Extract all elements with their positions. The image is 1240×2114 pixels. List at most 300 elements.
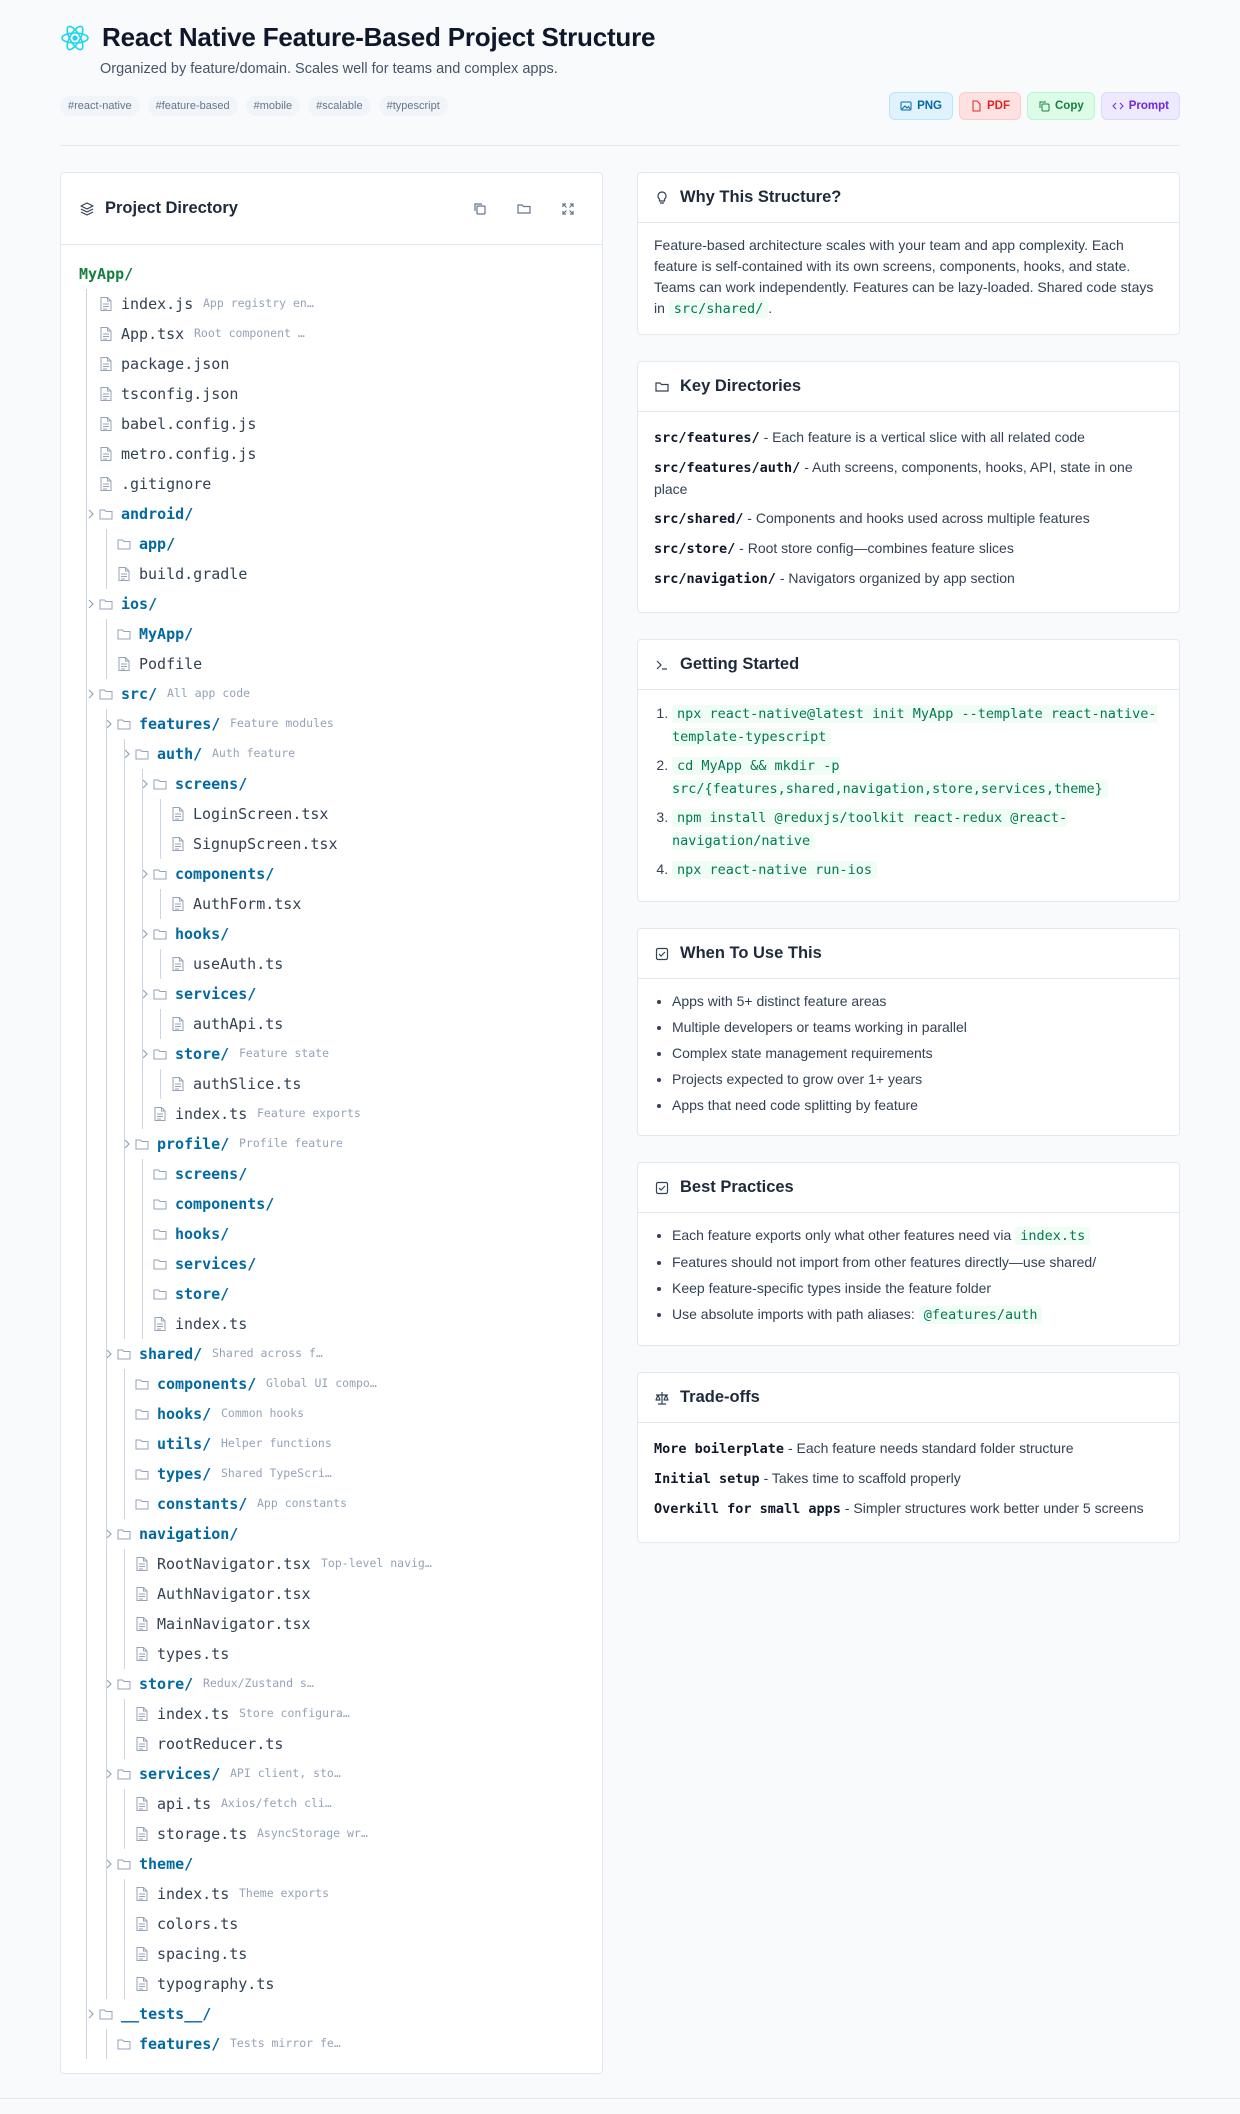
tree-item-note: Store configura… [239,1706,350,1720]
tree-item-name: index.ts [157,1705,230,1723]
tree-item-note: Profile feature [239,1136,343,1150]
file-icon [135,1706,149,1722]
when-item: • Projects expected to grow over 1+ years [672,1069,1163,1090]
why-end: . [768,300,773,316]
file-icon [99,356,113,372]
tree-folder[interactable] [61,1459,602,1489]
tree-item-name: useAuth.ts [193,955,284,973]
tree-folder[interactable] [61,2029,602,2059]
folder-icon [99,596,113,612]
tree-guide-line [106,709,107,1999]
best-practice-text: Use absolute imports with path aliases: [672,1306,915,1322]
best-practice-item [672,1304,1163,1326]
tree-file[interactable] [61,1879,602,1909]
tree-guide-line [142,769,143,1129]
key-directory-path: src/shared/ [654,511,744,527]
tree-file[interactable] [61,409,602,439]
folder-icon [153,1166,167,1182]
tree-folder[interactable] [61,709,602,739]
key-directory-path: src/store/ [654,541,736,557]
checkbox-icon [654,1180,670,1196]
step-item [672,702,1163,748]
file-icon [135,1886,149,1902]
best-practice-item [672,1252,1163,1273]
tree-item-note: Theme exports [239,1886,330,1900]
file-icon [135,1736,149,1752]
folder-icon [117,1526,131,1542]
tree-item-note: All app code [167,686,251,700]
copy-label: Copy [1055,100,1084,112]
key-directory-path: src/navigation/ [654,571,776,587]
png-button[interactable] [889,92,953,120]
file-icon [171,836,185,852]
tree-folder[interactable] [61,679,602,709]
tree-item-name: AuthNavigator.tsx [157,1585,311,1603]
tree-item-name: hooks/ [157,1405,212,1423]
tree-file[interactable] [61,1609,602,1639]
key-directory-item [654,538,1163,560]
file-icon [99,296,113,312]
tree-file[interactable] [61,289,602,319]
tree-item-name: Podfile [139,655,203,673]
layers-icon [79,201,95,217]
folder-icon [135,746,149,762]
file-icon [135,1916,149,1932]
tree-guide-line [124,1699,125,1759]
tree-item-name: app/ [139,535,176,553]
tree-file[interactable] [61,1579,602,1609]
tree-item-name: MainNavigator.tsx [157,1615,311,1633]
checkbox-icon [654,946,670,962]
tree-item-name: rootReducer.ts [157,1735,284,1753]
tree-folder[interactable] [61,1339,602,1369]
tradeoff-desc: - Each feature needs standard folder structure [787,1440,1074,1456]
code-icon [1112,100,1124,112]
tree-item-name: typography.ts [157,1975,275,1993]
key-directory-desc: - Auth screens, components, hooks, API, state in one place [654,459,1133,497]
tree-folder[interactable] [61,619,602,649]
info-column [637,172,1180,1569]
tree-guide-line [124,1549,125,1669]
chevron-right-icon[interactable] [87,509,95,519]
folder-icon [135,1136,149,1152]
tree-file[interactable] [61,319,602,349]
page-header [60,22,1180,146]
key-directory-desc: - Each feature is a vertical slice with all related code [763,429,1085,445]
tree-item-name: features/ [139,715,221,733]
image-icon [900,100,912,112]
page-title: React Native Feature-Based Project Structure [102,22,656,52]
tree-guide-line [160,799,161,859]
tree-item-name: storage.ts [157,1825,248,1843]
tree-item-name: index.js [121,295,194,313]
tree-file[interactable] [61,1819,602,1849]
tree-item-note: Top-level navig… [321,1556,432,1570]
tree-item-name: .gitignore [121,475,212,493]
tree-guide-line [160,1069,161,1099]
tree-item-name: build.gradle [139,565,248,583]
tree-file[interactable] [61,1729,602,1759]
tree-item-note: Global UI compo… [266,1376,377,1390]
why-text: Feature-based architecture scales with your team and app complexity. Each feature is self-contained with its own screens, components, hooks, and state. Teams can work independently. Features can be lazy-loaded. Shared code stays in [654,237,1154,316]
tree-file[interactable] [61,1969,602,1999]
tradeoff-desc: - Simpler structures work better under 5 screens [844,1500,1144,1516]
file-icon [171,896,185,912]
tree-file[interactable] [61,559,602,589]
tree-item-name: src/ [121,685,158,703]
tree-item-name: auth/ [157,745,203,763]
panel-title: Project Directory [105,199,238,217]
tree-folder[interactable] [61,1849,602,1879]
folder-icon [117,1856,131,1872]
tree-item-name: authSlice.ts [193,1075,302,1093]
tree-file[interactable] [61,1789,602,1819]
page-subtitle: Organized by feature/domain. Scales well for teams and complex apps. [100,61,558,77]
getting-started-title: Getting Started [680,655,800,673]
tradeoff-item [654,1438,1163,1460]
tree-guide-line [86,289,87,2059]
tree-item-name: metro.config.js [121,445,257,463]
tree-item-note: App constants [257,1496,348,1510]
tree-item-note: Root component … [194,326,305,340]
tree-item-note: Shared TypeScri… [221,1466,332,1480]
file-icon [135,1586,149,1602]
tree-file[interactable] [61,439,602,469]
tree-item-name: index.ts [157,1885,230,1903]
tree-item-name: constants/ [157,1495,248,1513]
tradeoff-desc: - Takes time to scaffold properly [763,1470,961,1486]
tree-item-name: ios/ [121,595,158,613]
tree-item-name: types/ [157,1465,212,1483]
tree-item-name: AuthForm.tsx [193,895,302,913]
step-command[interactable]: npx react-native@latest init MyApp --template react-native-template-typescript [672,706,1157,745]
pdf-button[interactable] [959,92,1021,120]
tree-folder[interactable] [61,259,602,289]
folder-icon [153,1196,167,1212]
tree-folder[interactable] [61,589,602,619]
tree-item-note: Helper functions [221,1436,332,1450]
tree-item-note: Common hooks [221,1406,305,1420]
folder-icon [153,776,167,792]
pdf-label: PDF [987,100,1010,112]
key-directory-desc: - Navigators organized by app section [779,570,1015,586]
tree-guide-line [124,739,125,1339]
tree-item-name: babel.config.js [121,415,257,433]
tree-file[interactable] [61,1549,602,1579]
key-directory-item [654,457,1163,500]
tree-file[interactable] [61,649,602,679]
project-directory-panel [60,172,603,2074]
tree-item-name: shared/ [139,1345,203,1363]
tree-item-name: tsconfig.json [121,385,239,403]
directory-tree [61,245,602,2059]
tradeoffs-title: Trade-offs [680,1388,760,1406]
file-icon [153,1316,167,1332]
when-item: • Apps with 5+ distinct feature areas [672,991,1163,1012]
copy-icon [1038,100,1050,112]
tree-item-name: components/ [157,1375,257,1393]
tree-item-name: components/ [175,865,275,883]
folder-icon [117,626,131,642]
tree-guide-line [124,1879,125,1999]
best-practice-code: index.ts [1015,1227,1090,1245]
tree-guide-line [124,1369,125,1519]
tradeoffs-card [637,1372,1180,1543]
tree-item-name: features/ [139,2035,221,2053]
tree-item-name: hooks/ [175,1225,230,1243]
tree-item-name: package.json [121,355,230,373]
copy-tree-icon[interactable] [472,201,488,217]
tradeoff-item [654,1468,1163,1490]
tree-item-name: api.ts [157,1795,212,1813]
tree-item-name: store/ [175,1045,230,1063]
file-icon [135,1826,149,1842]
tree-item-note: Shared across f… [212,1346,323,1360]
tree-folder[interactable] [61,529,602,559]
when-item: • Multiple developers or teams working in parallel [672,1017,1163,1038]
best-practices-title: Best Practices [680,1178,794,1196]
why-title: Why This Structure? [680,188,842,206]
tradeoff-term: Overkill for small apps [654,1501,841,1517]
tree-file[interactable] [61,1639,602,1669]
file-icon [171,1016,185,1032]
tree-item-name: services/ [175,985,257,1003]
folder-icon [99,686,113,702]
best-practice-item [672,1225,1163,1247]
file-icon [135,1976,149,1992]
folder-icon [117,2036,131,2052]
file-icon [99,446,113,462]
tree-item-name: authApi.ts [193,1015,284,1033]
file-icon [171,1076,185,1092]
tree-item-name: index.ts [175,1315,248,1333]
tree-item-note: Auth feature [212,746,296,760]
tree-file[interactable] [61,379,602,409]
tree-item-name: index.ts [175,1105,248,1123]
tree-item-note: Feature exports [257,1106,361,1120]
tree-folder[interactable] [61,1669,602,1699]
tree-item-name: spacing.ts [157,1945,248,1963]
expand-icon[interactable] [560,201,576,217]
step-command[interactable]: npx react-native run-ios [672,861,877,879]
tree-item-name: colors.ts [157,1915,239,1933]
tradeoff-term: Initial setup [654,1471,760,1487]
key-directory-path: src/features/auth/ [654,460,801,476]
folder-icon [117,716,131,732]
tree-item-note: App registry en… [203,296,314,310]
folder-icon [117,536,131,552]
step-command[interactable]: npm install @reduxjs/toolkit react-redux @react-navigation/native [672,810,1068,849]
folder-icon [117,1346,131,1362]
getting-started-card [637,639,1180,902]
file-icon [171,956,185,972]
file-icon [99,326,113,342]
tree-guide-line [106,2029,107,2059]
key-directory-item [654,568,1163,590]
folder-icon [135,1436,149,1452]
tree-file[interactable] [61,1939,602,1969]
chevron-right-icon[interactable] [87,689,95,699]
tag[interactable]: #mobile [246,96,301,116]
tag[interactable]: #feature-based [148,96,238,116]
tree-file[interactable] [61,349,602,379]
folder-icon [153,1286,167,1302]
tree-item-name: store/ [139,1675,194,1693]
lightbulb-icon [654,190,670,206]
react-logo-icon [60,23,90,53]
file-icon [117,566,131,582]
tree-item-name: android/ [121,505,194,523]
tree-item-name: components/ [175,1195,275,1213]
key-directories-card [637,361,1180,613]
file-icon [99,416,113,432]
tree-guide-line [160,949,161,979]
tree-item-note: Redux/Zustand s… [203,1676,314,1690]
folder-icon [135,1466,149,1482]
file-icon [99,386,113,402]
chevron-right-icon[interactable] [87,599,95,609]
terminal-icon [654,657,670,673]
file-icon [153,1106,167,1122]
tree-folder[interactable] [61,1489,602,1519]
folder-icon [99,2006,113,2022]
prompt-button[interactable] [1101,92,1180,120]
tree-item-name: SignupScreen.tsx [193,835,338,853]
folder-toggle-icon[interactable] [516,201,532,217]
folder-icon [135,1496,149,1512]
folder-icon [153,926,167,942]
key-directories-title: Key Directories [680,377,802,395]
best-practice-code: @features/auth [919,1306,1043,1324]
tree-folder[interactable] [61,1519,602,1549]
tree-guide-line [106,619,107,679]
tree-folder[interactable] [61,739,602,769]
tree-item-note: Tests mirror fe… [230,2036,341,2050]
file-icon [135,1946,149,1962]
when-item: • Apps that need code splitting by feature [672,1095,1163,1116]
folder-icon [654,379,670,395]
key-directory-item [654,427,1163,449]
tree-item-name: services/ [175,1255,257,1273]
best-practice-text: Features should not import from other features directly—use shared/ [672,1254,1097,1270]
key-directory-desc: - Root store config—combines feature slices [739,540,1014,556]
folder-icon [153,1046,167,1062]
step-item [672,754,1163,800]
folder-icon [135,1406,149,1422]
tree-item-name: MyApp/ [139,625,194,643]
folder-icon [117,1766,131,1782]
tree-item-name: utils/ [157,1435,212,1453]
tree-guide-line [160,889,161,919]
tree-item-note: Feature modules [230,716,334,730]
folder-icon [153,866,167,882]
best-practice-text: Each feature exports only what other features need via [672,1227,1012,1243]
tree-folder[interactable] [61,1369,602,1399]
scale-icon [654,1390,670,1406]
tree-folder[interactable] [61,1399,602,1429]
best-practice-text: Keep feature-specific types inside the feature folder [672,1280,992,1296]
step-command[interactable]: cd MyApp && mkdir -p src/{features,shared,navigation,store,services,theme} [672,757,1108,798]
tree-file[interactable] [61,1909,602,1939]
folder-icon [117,1676,131,1692]
key-directory-path: src/features/ [654,430,760,446]
key-directory-desc: - Components and hooks used across multiple features [747,510,1090,526]
tree-item-note: Axios/fetch cli… [221,1796,332,1810]
tag[interactable]: #typescript [379,96,448,116]
export-actions [889,92,1180,120]
tree-item-name: store/ [175,1285,230,1303]
tree-item-name: LoginScreen.tsx [193,805,329,823]
folder-icon [135,1376,149,1392]
tree-guide-line [106,529,107,589]
file-icon [171,806,185,822]
copy-button[interactable] [1027,92,1095,120]
tree-item-name: theme/ [139,1855,194,1873]
tree-item-name: RootNavigator.tsx [157,1555,311,1573]
tree-item-note: API client, sto… [230,1766,341,1780]
tree-item-name: screens/ [175,1165,248,1183]
file-icon [99,476,113,492]
tree-item-note: Feature state [239,1046,330,1060]
tree-item-note: AsyncStorage wr… [257,1826,368,1840]
tree-item-name: MyApp/ [79,265,134,283]
step-item [672,858,1163,881]
folder-icon [153,986,167,1002]
best-practice-item [672,1278,1163,1299]
tree-folder[interactable] [61,499,602,529]
tree-item-name: __tests__/ [121,2005,212,2023]
tree-folder[interactable] [61,1759,602,1789]
tree-item-name: App.tsx [121,325,185,343]
file-icon [135,1646,149,1662]
prompt-label: Prompt [1128,100,1169,112]
tree-folder[interactable] [61,1129,602,1159]
footer-divider [0,2098,1240,2099]
tag[interactable]: #scalable [308,96,370,116]
why-code: src/shared/ [669,300,768,318]
when-card [637,928,1180,1136]
tradeoff-term: More boilerplate [654,1441,785,1457]
tag[interactable]: #react-native [60,96,140,116]
folder-icon [153,1226,167,1242]
tree-file[interactable] [61,469,602,499]
chevron-right-icon[interactable] [87,2009,95,2019]
folder-icon [153,1256,167,1272]
file-icon [135,1616,149,1632]
tree-item-name: types.ts [157,1645,230,1663]
when-title: When To Use This [680,944,822,962]
tree-item-name: profile/ [157,1135,230,1153]
tree-folder[interactable] [61,1429,602,1459]
tree-item-name: hooks/ [175,925,230,943]
file-icon [970,100,982,112]
why-card [637,172,1180,335]
best-practices-card [637,1162,1180,1346]
tree-guide-line [142,1159,143,1339]
tree-item-name: navigation/ [139,1525,239,1543]
file-icon [117,656,131,672]
tree-folder[interactable] [61,1999,602,2029]
tree-guide-line [160,1009,161,1039]
when-item: • Complex state management requirements [672,1043,1163,1064]
tree-item-name: screens/ [175,775,248,793]
file-icon [135,1796,149,1812]
step-item [672,806,1163,852]
tree-item-name: services/ [139,1765,221,1783]
tree-file[interactable] [61,1699,602,1729]
png-label: PNG [917,100,942,112]
tag-list [60,96,448,116]
